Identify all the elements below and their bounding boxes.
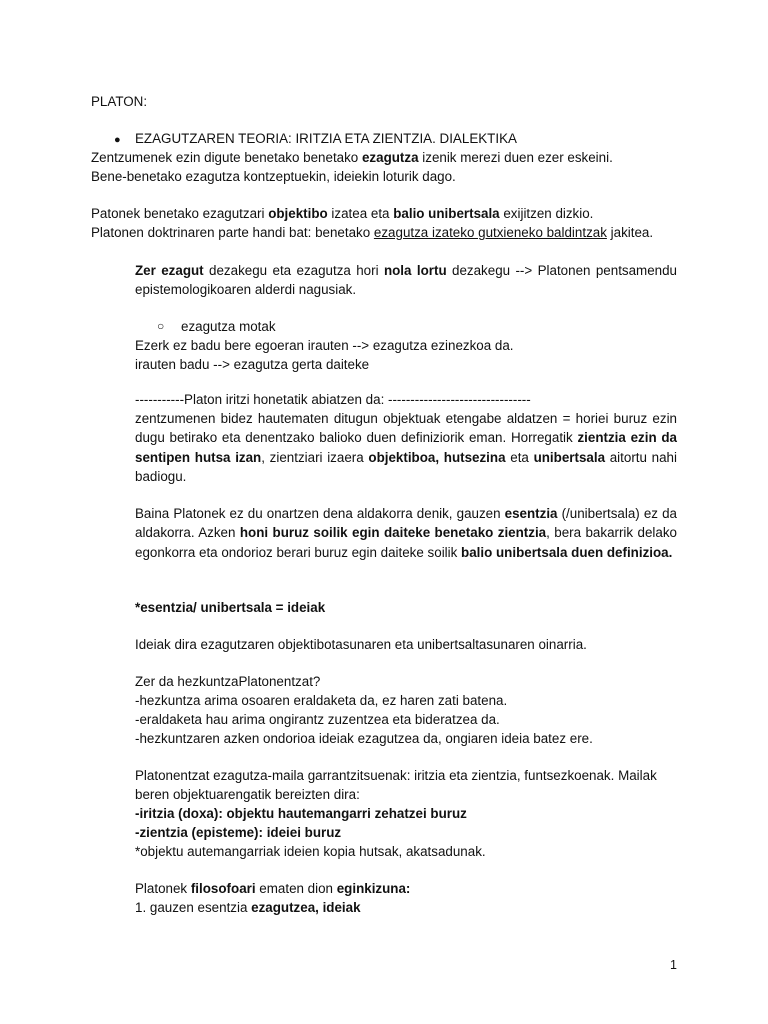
indented-paragraph: Baina Platonek ez du onartzen dena aldakorra denik, gauzen esentzia (/unibertsala) ez da aldakorra. Azken honi buruz soilik egin daiteke benetako zientzia, bera bakarrik delako egonkorra eta ondorioz berari buruz egin daiteke soilik balio unibertsala duen definizioa. [135,506,677,560]
paragraph-line: -eraldaketa hau arima ongirantz zuzentzea eta bideratzea da. [135,712,500,727]
paragraph-line: *objektu autemangarriak ideien kopia hutsak, akatsadunak. [135,844,486,859]
paragraph-line: 1. gauzen esentzia ezagutzea, ideiak [135,900,361,915]
paragraph-line: Zentzumenek ezin digute benetako benetako ezagutza izenik merezi duen ezer eskeini. [91,150,613,165]
paragraph-line: Bene-benetako ezagutza kontzeptuekin, ideiekin loturik dago. [91,169,456,184]
bullet-circle-icon: ○ [157,319,165,333]
paragraph-line: Ezerk ez badu bere egoeran irauten --> ezagutza ezinezkoa da. [135,338,514,353]
paragraph-line: Platonek filosofoari ematen dion eginkizuna: [135,881,411,896]
paragraph-line: Zer da hezkuntzaPlatonentzat? [135,674,321,689]
page-number: 1 [670,958,677,972]
paragraph-line: irauten badu --> ezagutza gerta daiteke [135,357,370,372]
paragraph-line: Platonentzat ezagutza-maila garrantzitsuenak: iritzia eta zientzia, funtsezkoenak. Mailak [135,768,657,783]
section-heading: EZAGUTZAREN TEORIA: IRITZIA ETA ZIENTZIA. DIALEKTIKA [135,131,517,146]
paragraph-line: -hezkuntzaren azken ondorioa ideiak ezagutzea da, ongiaren ideia batez ere. [135,731,593,746]
paragraph-line: Ideiak dira ezagutzaren objektibotasunaren eta unibertsaltasunaren oinarria. [135,637,587,652]
indented-paragraph: Zer ezagut dezakegu eta ezagutza hori nola lortu dezakegu --> Platonen pentsamendu epistemologikoaren alderdi nagusiak. [135,263,678,298]
indented-paragraph: zentzumenen bidez hautematen ditugun objektuak etengabe aldatzen = horiei buruz ezin dugu betirako eta denentzako balioko duen definiziorik eman. Horregatik zientzia ezin da sentipen hutsa izan, zientziari izaera objektiboa, hutsezina eta unibertsala aitortu nahi badiogu. [135,411,677,484]
paragraph-line: -zientzia (episteme): ideiei buruz [135,825,342,840]
paragraph-line: *esentzia/ unibertsala = ideiak [135,600,326,615]
paragraph-line: Patonek benetako ezagutzari objektibo izatea eta balio unibertsala exijitzen dizkio. [91,206,594,221]
paragraph-line: beren objektuarengatik bereizten dira: [135,787,360,802]
paragraph-line: -hezkuntza arima osoaren eraldaketa da, ez haren zati batena. [135,693,508,708]
bullet-dot-icon: ● [114,134,121,146]
paragraph-line: Platonen doktrinaren parte handi bat: benetako ezagutza izateko gutxieneko baldintzak jakitea. [91,225,654,240]
paragraph-line: -----------Platon iritzi honetatik abiatzen da: -------------------------------- [135,392,531,407]
sub-heading: ezagutza motak [181,319,276,334]
paragraph-line: -iritzia (doxa): objektu hautemangarri zehatzei buruz [135,806,467,821]
document-title: PLATON: [91,94,148,109]
